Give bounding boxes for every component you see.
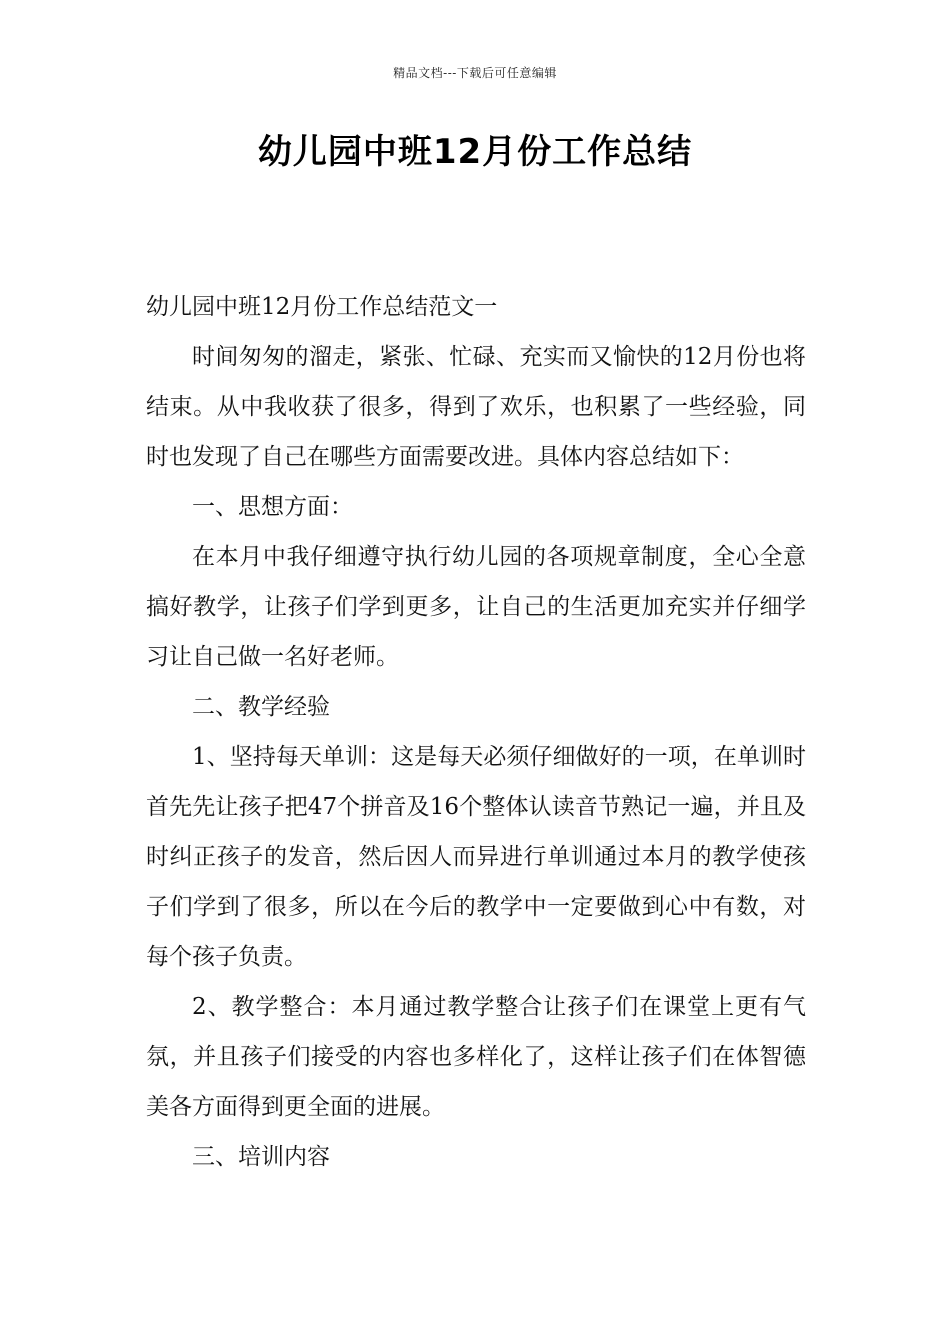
paragraph-thought: 在本月中我仔细遵守执行幼儿园的各项规章制度，全心全意搞好教学，让孩子们学到更多，让自己的生活更加充实并仔细学习让自己做一名好老师。 xyxy=(146,544,806,670)
paragraph-daily-training: 1、坚持每天单训：这是每天必须仔细做好的一项，在单训时首先先让孩子把47个拼音及16个整体认读音节熟记一遍，并且及时纠正孩子的发音，然后因人而异进行单训通过本月的教学使孩子们学到了很多，所以在今后的教学中一定要做到心中有数，对每个孩子负责。 xyxy=(146,744,806,970)
section-heading-training: 三、培训内容 xyxy=(192,1144,330,1170)
section-heading-thought: 一、思想方面： xyxy=(192,494,353,520)
paragraph-intro: 时间匆匆的溜走，紧张、忙碌、充实而又愉快的12月份也将结束。从中我收获了很多，得到了欢乐，也积累了一些经验，同时也发现了自己在哪些方面需要改进。具体内容总结如下： xyxy=(146,344,806,470)
document-body xyxy=(146,282,806,1182)
document-subtitle: 幼儿园中班12月份工作总结范文一 xyxy=(146,294,498,320)
section-heading-teaching: 二、教学经验 xyxy=(192,694,330,720)
paragraph-teaching-integration: 2、教学整合：本月通过教学整合让孩子们在课堂上更有气氛，并且孩子们接受的内容也多样化了，这样让孩子们在体智德美各方面得到更全面的进展。 xyxy=(146,994,806,1120)
header-note: 精品文档---下载后可任意编辑 xyxy=(393,66,557,80)
document-title: 幼儿园中班12月份工作总结 xyxy=(257,132,693,172)
